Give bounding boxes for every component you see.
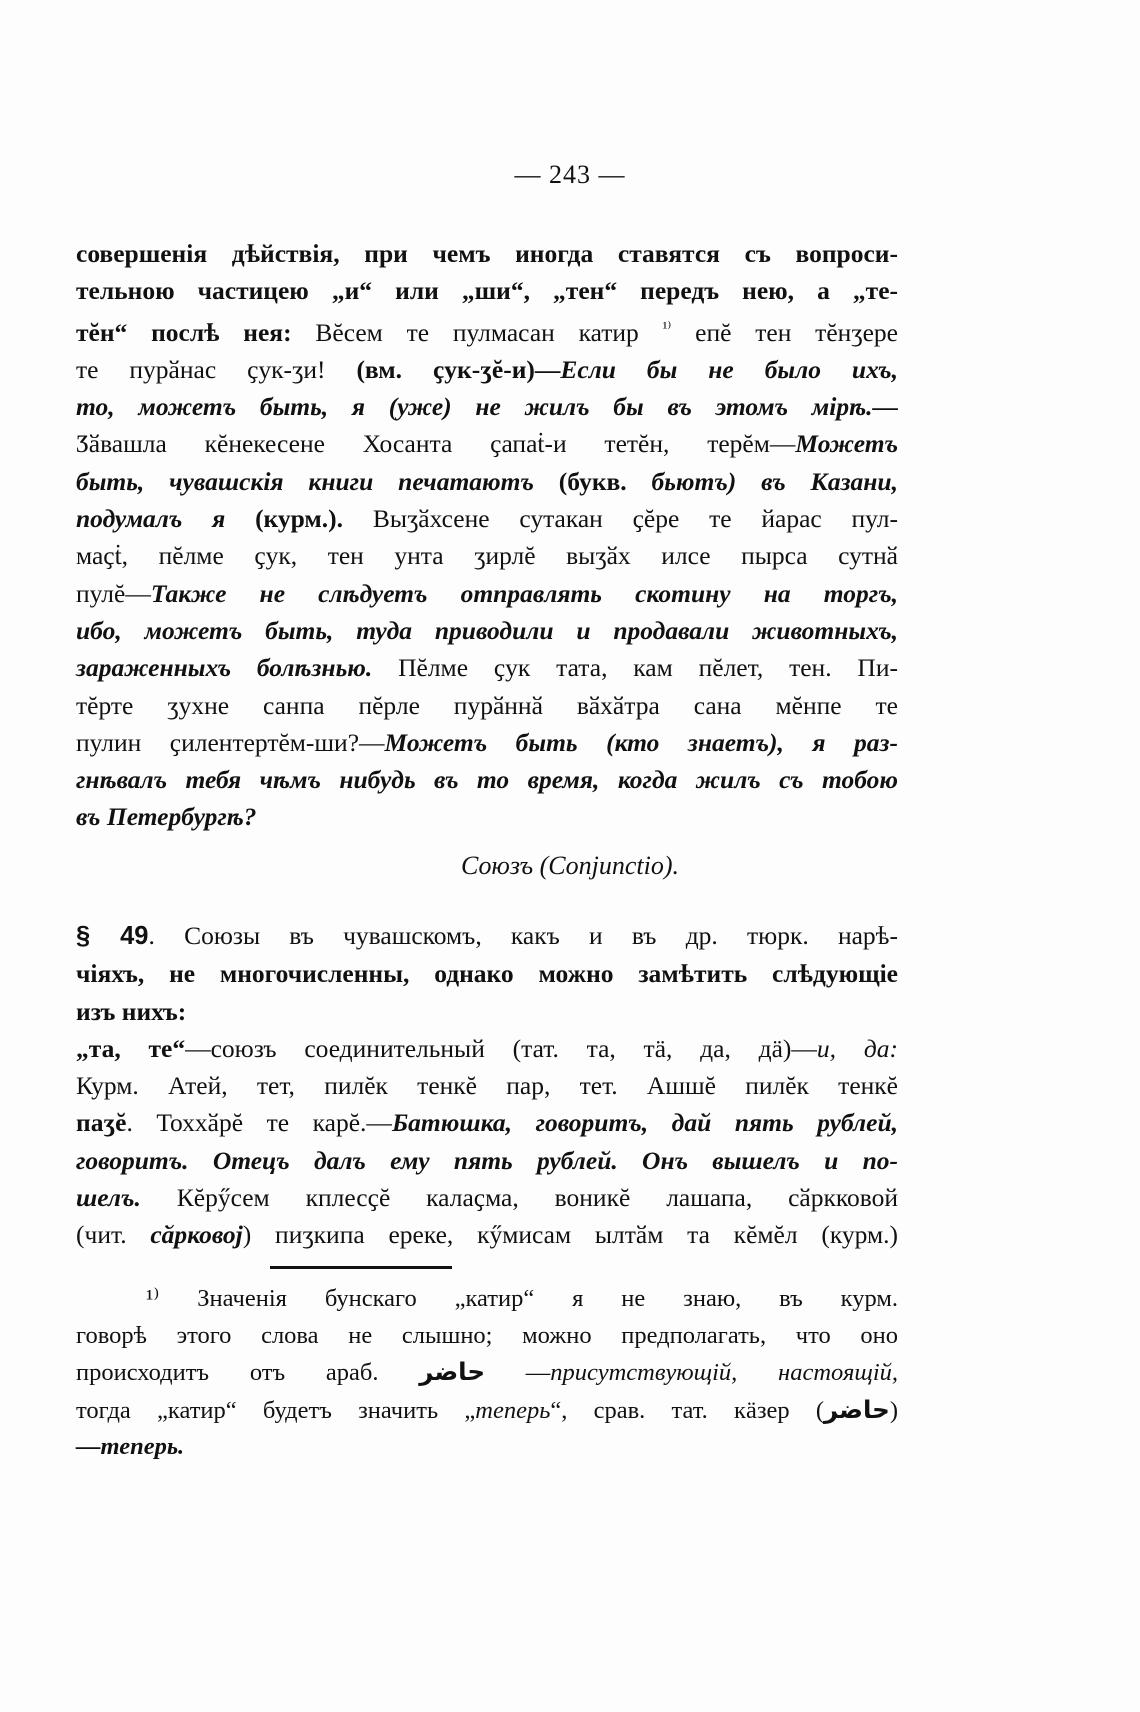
text-run: Пĕлме ҫук тата, кам пĕлет, тен. Пи- xyxy=(398,653,898,683)
text-run: ¹⁾ Значенія бунскаго „катир“ я не знаю, въ курм. xyxy=(146,1285,898,1312)
text-run: (курм.). xyxy=(255,504,373,534)
text-run: пулĕ— xyxy=(76,578,151,608)
text-run: ибо, можетъ быть, туда приводили и продавали животныхъ, xyxy=(76,615,898,645)
text-run: Кĕрӳсем кпл xyxy=(176,1183,345,1213)
text-run: сӑрковој xyxy=(150,1220,243,1250)
text-run: зараженныхъ болѣзнью. xyxy=(76,653,399,683)
text-run: теперь xyxy=(475,1396,551,1424)
text-run: —союзъ соединительный (тат. та, тӓ, да, дӓ)— xyxy=(185,1033,817,1063)
section-line xyxy=(76,1030,898,1067)
section-line xyxy=(76,1216,898,1253)
text-run: Можетъ xyxy=(795,429,898,459)
arabic-word: حاضر xyxy=(419,1357,485,1386)
body-line xyxy=(76,575,898,612)
text-run: Также не слѣдуетъ отправлять скотину на торгъ, xyxy=(150,578,898,608)
text-run: тĕрте ӡухне санпа пĕрле пурӑннӑ вӑхӑтра сана мĕнпе те xyxy=(76,690,898,720)
section-heading: Союзъ (Conjunctio). xyxy=(460,851,680,880)
text-run: Ӡӑвашла кĕнекесене Хосанта ҫапаṫ-и тетĕн, терĕм— xyxy=(76,429,796,459)
text-run: . Союзы въ чувашскомъ, какъ и въ др. тюрк. нарѣ- xyxy=(148,921,898,950)
text-run: —теперь. xyxy=(76,1433,185,1460)
text-run: изъ нихъ: xyxy=(76,996,187,1026)
body-line xyxy=(76,351,898,388)
text-run: . Тоххӑрĕ те карĕ.— xyxy=(126,1108,392,1138)
body-line xyxy=(76,612,898,649)
text-run: гнѣвалъ тебя чѣмъ нибудь въ то время, когда жилъ съ тобою xyxy=(76,765,898,795)
text-run: епĕ тен тĕнӡере xyxy=(671,317,898,347)
text-run: Если бы не было ихъ, xyxy=(560,354,898,384)
body-line xyxy=(76,500,898,537)
text-run: ) xyxy=(889,1396,898,1424)
text-run: подумалъ я xyxy=(76,504,256,534)
text-run: шелъ. xyxy=(76,1183,177,1213)
text-run: икĕ лашапа, сӑркковой xyxy=(592,1183,898,1213)
text-run: тельною частицею „и“ или „ши“, „тен“ передъ нею, а „те- xyxy=(76,276,898,306)
body-line xyxy=(76,310,898,351)
body-text xyxy=(76,235,898,836)
text-run: присутствующій, настоящій, xyxy=(550,1359,899,1386)
text-run: говоритъ. Отецъ далъ ему пять рублей. Онъ вышелъ и по- xyxy=(76,1145,898,1175)
section-line xyxy=(76,1179,898,1216)
body-line xyxy=(76,537,898,574)
text-run: говорѣ этого слова не слышно; можно предполагать, что оно xyxy=(76,1321,898,1349)
text-run: пулин ҫилентертĕм-ши?— xyxy=(76,727,385,757)
section-line xyxy=(76,1104,898,1141)
section-line xyxy=(76,993,898,1030)
text-run: § 49 xyxy=(76,922,149,950)
text-run: Выӡӑхсене сутакан ҫĕре те йарас пул- xyxy=(372,504,898,534)
text-run: паӡĕ xyxy=(76,1108,127,1138)
body-line xyxy=(76,649,898,686)
footnote-text xyxy=(76,1281,898,1466)
footnote-line xyxy=(76,1281,898,1318)
section-line xyxy=(76,1067,898,1104)
text-run: ҫĕ калаҫма, вон xyxy=(367,1183,593,1213)
text-run: чіяхъ, не многочисленны, однако можно замѣтить слѣдующіе xyxy=(76,959,898,989)
page-number: — 243 — xyxy=(514,160,626,189)
body-line xyxy=(76,463,898,500)
text-run: то, можетъ быть, я (уже) не жилъ бы въ этомъ мірѣ.— xyxy=(76,392,898,422)
text-run: въ Петербургѣ? xyxy=(76,802,257,832)
text-run: (вм. ҫук-ӡĕ-и)— xyxy=(356,354,561,384)
text-run: ) пиӡкипа ереке, кӳмисам ылтӑм та кĕмĕл (курм.) xyxy=(242,1220,898,1250)
footnote-divider xyxy=(270,1266,452,1269)
text-run: „та, те“ xyxy=(76,1033,186,1063)
text-run: — xyxy=(485,1359,551,1386)
section-line xyxy=(76,1142,898,1179)
text-run: ес xyxy=(344,1183,368,1213)
text-run: Вĕсем те пулмасан катир xyxy=(315,317,663,347)
body-line xyxy=(76,724,898,761)
footnote-line xyxy=(76,1318,898,1355)
text-run: происходитъ отъ араб. xyxy=(76,1359,420,1386)
section-line xyxy=(76,917,898,955)
body-line xyxy=(76,798,898,835)
text-run: совершенія дѣйствія, при чемъ иногда ставятся съ вопроси- xyxy=(76,239,898,268)
body-line xyxy=(76,272,898,309)
text-run: Можетъ быть (кто знаетъ), я раз- xyxy=(384,727,898,757)
text-run: тĕн“ послѣ нея: xyxy=(76,317,316,347)
text-run: (букв. xyxy=(558,466,652,496)
footnote-line xyxy=(76,1392,898,1430)
body-line xyxy=(76,687,898,724)
text-run: “, срав. тат. кӓзер ( xyxy=(550,1396,825,1424)
section-line xyxy=(76,955,898,992)
text-run: быть, чувашскія книги печатаютъ xyxy=(76,466,559,496)
footnote-line xyxy=(76,1354,898,1392)
text-run: и, да: xyxy=(816,1033,898,1063)
text-run: ¹⁾ xyxy=(662,319,672,337)
arabic-word: حاضر xyxy=(824,1394,890,1424)
text-run: Курм. Атей, тет, пилĕк тенкĕ пар, тет. Ашшĕ пилĕк тенкĕ xyxy=(76,1071,898,1101)
text-run: тогда „катир“ будетъ значить „ xyxy=(76,1396,476,1424)
body-line xyxy=(76,761,898,798)
footnote-line xyxy=(76,1429,898,1466)
body-line xyxy=(76,235,898,272)
text-run: те пурӑнас ҫук-ӡи! xyxy=(76,354,357,384)
body-line xyxy=(76,388,898,425)
text-run: бьютъ) въ Казани, xyxy=(651,466,898,496)
body-line xyxy=(76,425,898,462)
section-text xyxy=(76,917,898,1254)
text-run: маҫṫ, пĕлме ҫук, тен унта ӡирлĕ выӡӑх илсе пырса сутнӑ xyxy=(76,541,898,571)
text-run: (чит. xyxy=(76,1220,151,1250)
text-run: Батюшка, говоритъ, дай пять рублей, xyxy=(391,1108,898,1138)
